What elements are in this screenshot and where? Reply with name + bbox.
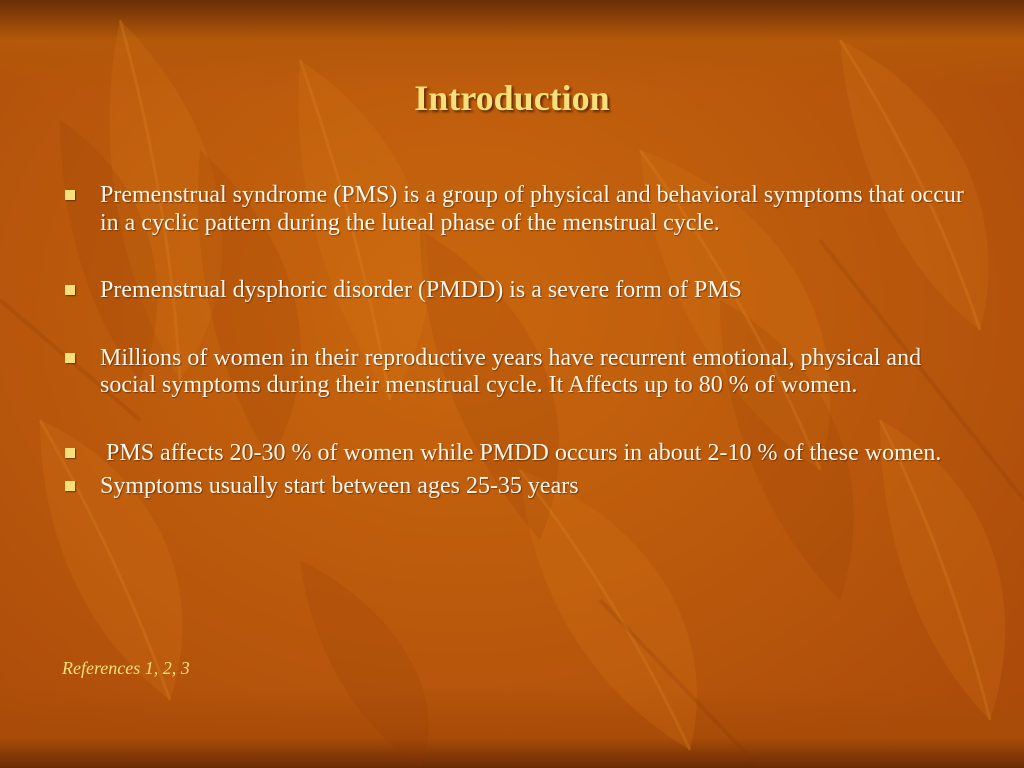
bullet-item	[62, 277, 972, 305]
square-bullet-icon	[65, 285, 75, 295]
bullet-text: PMS affects 20-30 % of women while PMDD occurs in about 2-10 % of these women.	[100, 439, 942, 466]
bullet-text: Millions of women in their reproductive years have recurrent emotional, physical and social symptoms during their menstrual cycle. It Affects up to 80 % of women.	[100, 344, 922, 398]
bullet-item	[62, 473, 972, 501]
bullet-item	[62, 182, 972, 237]
bullet-item	[62, 440, 972, 468]
square-bullet-icon	[65, 190, 75, 200]
references-note: References 1, 2, 3	[62, 658, 190, 678]
bullet-text: Premenstrual dysphoric disorder (PMDD) is a severe form of PMS	[100, 277, 742, 303]
square-bullet-icon	[65, 448, 75, 458]
bullet-text: Premenstrual syndrome (PMS) is a group of physical and behavioral symptoms that occur in a cyclic pattern during the luteal phase of the menstrual cycle.	[100, 182, 964, 236]
bullet-item	[62, 345, 972, 400]
square-bullet-icon	[65, 481, 75, 491]
slide-title: Introduction	[414, 78, 610, 118]
bullet-list	[62, 182, 972, 501]
bullet-text: Symptoms usually start between ages 25-35 years	[100, 473, 579, 499]
square-bullet-icon	[65, 353, 75, 363]
